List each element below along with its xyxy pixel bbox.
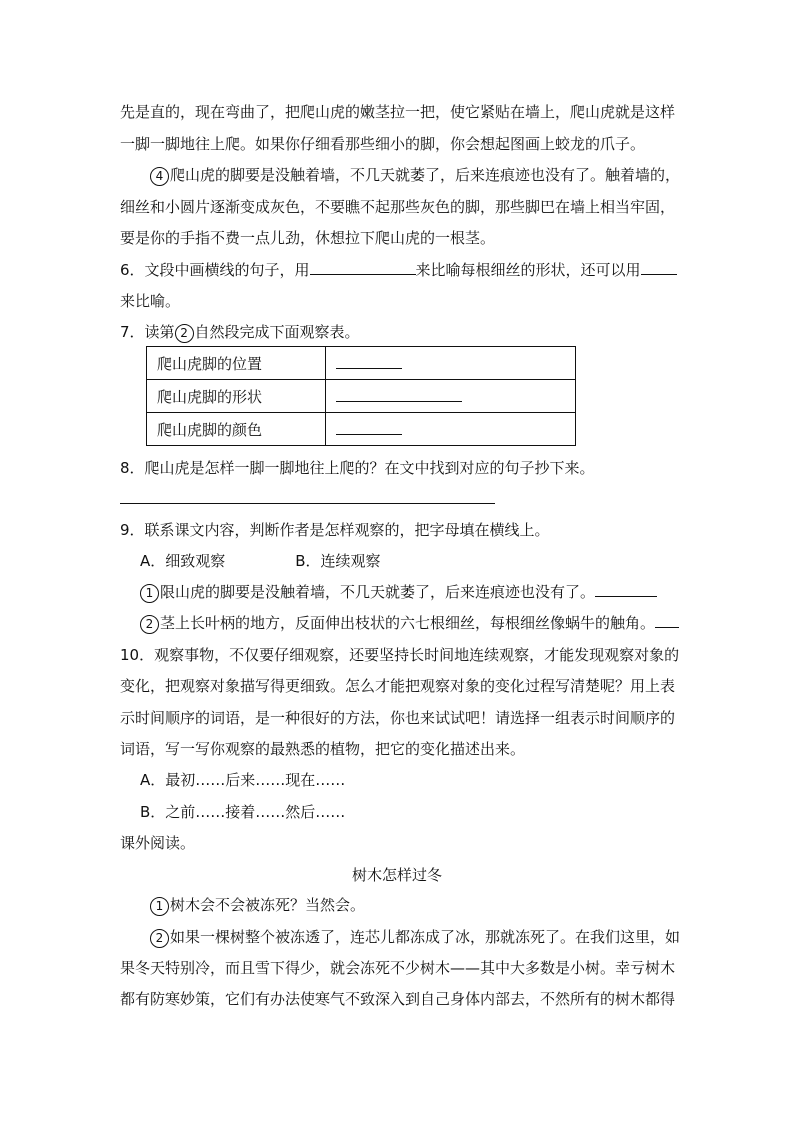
q8-answer-line[interactable] [120,503,495,504]
item-number-2: 2 [140,615,159,634]
row-label-shape: 爬山虎脚的形状 [147,380,326,413]
table-row [147,347,576,380]
article-paragraph-2-line-2: 果冬天特别冷，而且雪下得少，就会冻死不少树木——其中大多数是小树。幸亏树木 [120,959,676,977]
table-row [147,380,576,413]
q10-option-b: B．之前……接着……然后…… [140,803,346,821]
extra-reading-label: 课外阅读。 [120,834,196,852]
question-9: 9．联系课文内容，判断作者是怎样观察的，把字母填在横线上。 [120,521,550,539]
q9-option-b: B．连续观察 [295,552,381,570]
paragraph-4-text: 爬山虎的脚要是没触着墙，不几天就萎了，后来连痕迹也没有了。触着墙的， [170,166,681,184]
observation-table [146,346,576,446]
article-title: 树木怎样过冬 [351,866,442,884]
q9-item-1 [140,582,657,603]
passage-line-1: 先是直的，现在弯曲了，把爬山虎的嫩茎拉一把，使它紧贴在墙上，爬山虎就是这样 [120,103,676,121]
q9-item-2-blank[interactable] [655,613,679,628]
question-10-line-1: 10．观察事物，不仅要仔细观察，还要坚持长时间地连续观察，才能发现观察对象的 [120,646,680,664]
passage-paragraph-4-line-3: 要是你的手指不费一点儿劲，休想拉下爬山虎的一根茎。 [120,229,496,247]
question-8: 8．爬山虎是怎样一脚一脚地往上爬的？在文中找到对应的句子抄下来。 [120,459,595,477]
answer-blank-shape[interactable] [336,387,462,402]
question-7 [120,322,360,343]
row-label-color: 爬山虎脚的颜色 [147,413,326,446]
answer-blank-position[interactable] [336,354,402,369]
q6-blank-2[interactable] [641,260,677,275]
q9-options [140,551,381,571]
article-paragraph-2-line-3: 都有防寒妙策，它们有办法使寒气不致深入到自己身体内部去，不然所有的树木都得 [120,990,676,1008]
table-row [147,413,576,446]
q9-item-1-text: 限山虎的脚要是没触着墙，不几天就萎了，后来连痕迹也没有了。 [160,583,596,601]
question-10-line-4: 词语，写一写你观察的最熟悉的植物，把它的变化描述出来。 [120,740,526,758]
article-paragraph-1 [150,895,365,916]
question-10-line-2: 变化，把观察对象描写得更细致。怎么才能把观察对象的变化过程写清楚呢？用上表 [120,677,676,695]
row-answer-shape [326,380,576,413]
passage-line-2: 一脚一脚地往上爬。如果你仔细看那些细小的脚，你会想起图画上蛟龙的爪子。 [120,135,646,153]
q6-text-part1: 6．文段中画横线的句子，用 [120,261,310,279]
q9-item-1-blank[interactable] [595,582,657,597]
answer-blank-color[interactable] [336,420,402,435]
row-answer-position [326,347,576,380]
q7-text-pre: 7．读第 [120,323,175,341]
paragraph-number-2b: 2 [150,929,169,948]
q9-item-2-text: 茎上长叶柄的地方，反面伸出枝状的六七根细丝，每根细丝像蜗牛的触角。 [160,614,656,632]
q9-option-a: A．细致观察 [140,552,226,570]
article-paragraph-2-text: 如果一棵树整个被冻透了，连芯儿都冻成了冰，那就冻死了。在我们这里，如 [170,928,681,946]
passage-paragraph-4-line-1 [150,165,680,186]
q6-text-part2: 来比喻每根细丝的形状，还可以用 [415,261,641,279]
q6-blank-1[interactable] [310,260,416,275]
paragraph-number-1: 1 [150,897,169,916]
paragraph-number-4: 4 [150,167,169,186]
q9-item-2 [140,613,679,634]
passage-paragraph-4-line-2: 细丝和小圆片逐渐变成灰色，不要瞧不起那些灰色的脚，那些脚巴在墙上相当牢固， [120,198,676,216]
article-paragraph-2-line-1 [150,927,680,948]
paragraph-number-2: 2 [175,324,194,343]
row-answer-color [326,413,576,446]
question-10-line-3: 示时间顺序的词语，是一种很好的方法，你也来试试吧！请选择一组表示时间顺序的 [120,709,676,727]
q10-option-a: A．最初……后来……现在…… [140,771,346,789]
q7-text-post: 自然段完成下面观察表。 [194,323,360,341]
question-6-line-2: 来比喻。 [120,292,181,310]
item-number-1: 1 [140,584,159,603]
article-paragraph-1-text: 树木会不会被冻死？当然会。 [170,896,366,914]
row-label-position: 爬山虎脚的位置 [147,347,326,380]
question-6-line-1 [120,260,677,280]
